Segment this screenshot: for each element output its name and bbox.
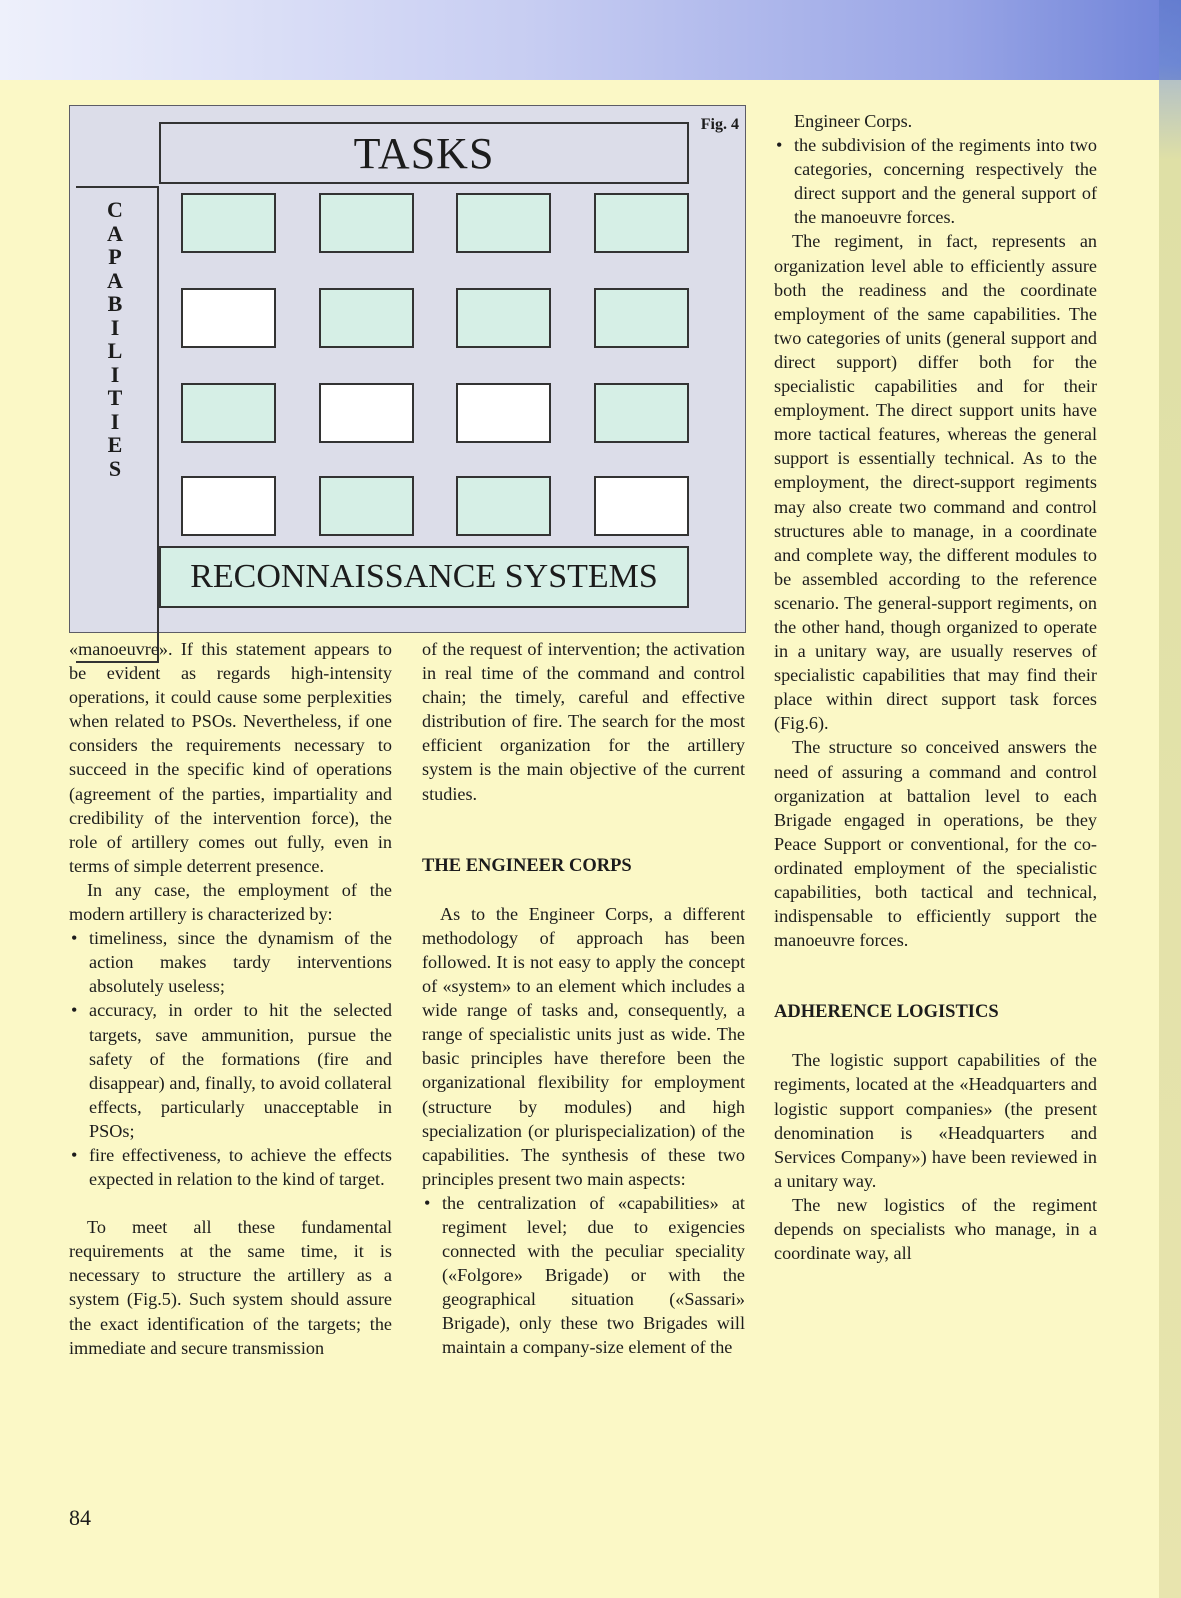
paragraph: Engineer Corps.: [794, 111, 913, 131]
capabilities-label: [96, 198, 134, 480]
text-column-3: [774, 109, 1097, 1265]
grid-cell: [319, 288, 414, 348]
capabilities-letter: T: [107, 385, 123, 410]
capabilities-letter: P: [108, 244, 122, 269]
capabilities-letter: S: [108, 455, 122, 481]
paragraph: «manoeuvre». If this statement appears to be evident as regards high-intensity operations, it could cause some perplexities when related to PSOs. Nevertheless, if one considers the requirements necessary to succeed in the specific kind of operations (agreement of the parties, impartiality and credibility of the intervention force), the role of artillery comes out fully, even in terms of simple deterrent presence.: [69, 639, 392, 876]
top-color-band: [0, 0, 1181, 80]
grid-cell: [456, 476, 551, 536]
section-heading: ADHERENCE LOGISTICS: [774, 1002, 999, 1023]
bullet-list: [774, 133, 1097, 229]
text-column-2: [422, 637, 745, 1360]
list-item: • accuracy, in order to hit the selected targets, save ammunition, pursue the safety of the formations (fire and disappear) and, finally, to avoid collateral effects, particularly unacceptable in PSOs;: [69, 998, 392, 1143]
grid-cell: [181, 288, 276, 348]
capabilities-letter: I: [110, 361, 120, 387]
list-item: • fire effectiveness, to achieve the effects expected in relation to the kind of target.: [69, 1143, 392, 1191]
grid-cell: [456, 383, 551, 443]
paragraph: In any case, the employment of the modern artillery is characterized by:: [69, 879, 392, 925]
grid-cell: [319, 476, 414, 536]
capabilities-letter: A: [107, 267, 123, 293]
paragraph: of the request of intervention; the activation in real time of the command and control chain; the timely, careful and effective distribution of fire. The search for the most efficient organization for the artillery system is the main objective of the current studies.: [422, 639, 745, 804]
grid-cell: [181, 476, 276, 536]
list-item: • the centralization of «capabilities» at regiment level; due to exigencies connected with the peculiar speciality («Folgore» Brigade) or with the geographical situation («Sassari» Brigade), only these two Brigades will maintain a company-size element of the: [422, 1191, 745, 1360]
reconnaissance-systems-box: RECONNAISSANCE SYSTEMS: [159, 546, 689, 608]
grid-cell: [594, 383, 689, 443]
capabilities-letter: C: [107, 197, 123, 222]
grid-cell: [456, 193, 551, 253]
grid-cell: [181, 193, 276, 253]
capabilities-letter: B: [107, 291, 123, 316]
paragraph: The new logistics of the regiment depends on specialists who manage, in a coordinate way, all: [774, 1194, 1097, 1264]
grid-cell: [594, 476, 689, 536]
text-column-1: [69, 637, 392, 1360]
grid-cell: [181, 383, 276, 443]
paragraph: To meet all these fundamental requirements at the same time, it is necessary to structure the artillery as a system (Fig.5). Such system should assure the exact identification of the targets; the immediate and secure transmission: [69, 1217, 392, 1358]
tasks-header: TASKS: [159, 122, 689, 184]
grid-cell: [456, 288, 551, 348]
capabilities-letter: I: [110, 314, 120, 340]
grid-cell: [319, 383, 414, 443]
page-number: 84: [69, 1505, 91, 1530]
section-heading: THE ENGINEER CORPS: [422, 855, 632, 876]
bullet-list: [422, 1191, 745, 1360]
grid-cell: [319, 193, 414, 253]
figure-4: [69, 105, 746, 633]
capabilities-letter: I: [110, 408, 120, 434]
grid-cell: [594, 193, 689, 253]
paragraph: The structure so conceived answers the need of assuring a command and control organization at battalion level to each Brigade engaged in operations, be they Peace Support or conventional, for the co-ordinated employment of the specialistic capabilities, both tactical and technical, indispensable to efficiently support the manoeuvre forces.: [774, 737, 1097, 951]
paragraph: As to the Engineer Corps, a different methodology of approach has been followed. It is not easy to apply the concept of «system» to an element which includes a wide range of tasks and, consequently, a range of specialistic units just as wide. The basic principles have therefore been the organizational flexibility for employment (structure by modules) and high specialization (or plurispecialization) of the capabilities. The synthesis of these two principles present two main aspects:: [422, 903, 745, 1189]
paragraph: The logistic support capabilities of the regiments, located at the «Headquarters and logistic support companies» (the present denomination is «Headquarters and Services Company») have been reviewed in a unitary way.: [774, 1050, 1097, 1191]
capabilities-letter: A: [107, 220, 123, 246]
capabilities-letter: E: [107, 432, 123, 457]
capabilities-letter: L: [107, 338, 123, 363]
paragraph: The regiment, in fact, represents an organization level able to efficiently assure both the readiness and the coordinate employment of the same capabilities. The two categories of units (general support and direct support) differ both for the specialistic capabilities and for their employment. The direct support units have more tactical features, whereas the general support is essentially technical. As to the employment, the direct-support regiments may also create two command and control structures able to manage, in a coordinate and complete way, the different modules to be assembled according to the reference scenario. The general-support regiments, on the other hand, though organized to operate in a unitary way, are usually reserves of specialistic capabilities that may find their place within direct support task forces (Fig.6).: [774, 231, 1097, 734]
list-item: • the subdivision of the regiments into two categories, concerning respectively the direct support and the general support of the manoeuvre forces.: [774, 133, 1097, 229]
grid-cell: [594, 288, 689, 348]
figure-label: Fig. 4: [700, 116, 739, 133]
page-edge-shade: [1159, 0, 1181, 1598]
list-item: • timeliness, since the dynamism of the action makes tardy interventions absolutely useless;: [69, 926, 392, 998]
bullet-list: [69, 926, 392, 1191]
